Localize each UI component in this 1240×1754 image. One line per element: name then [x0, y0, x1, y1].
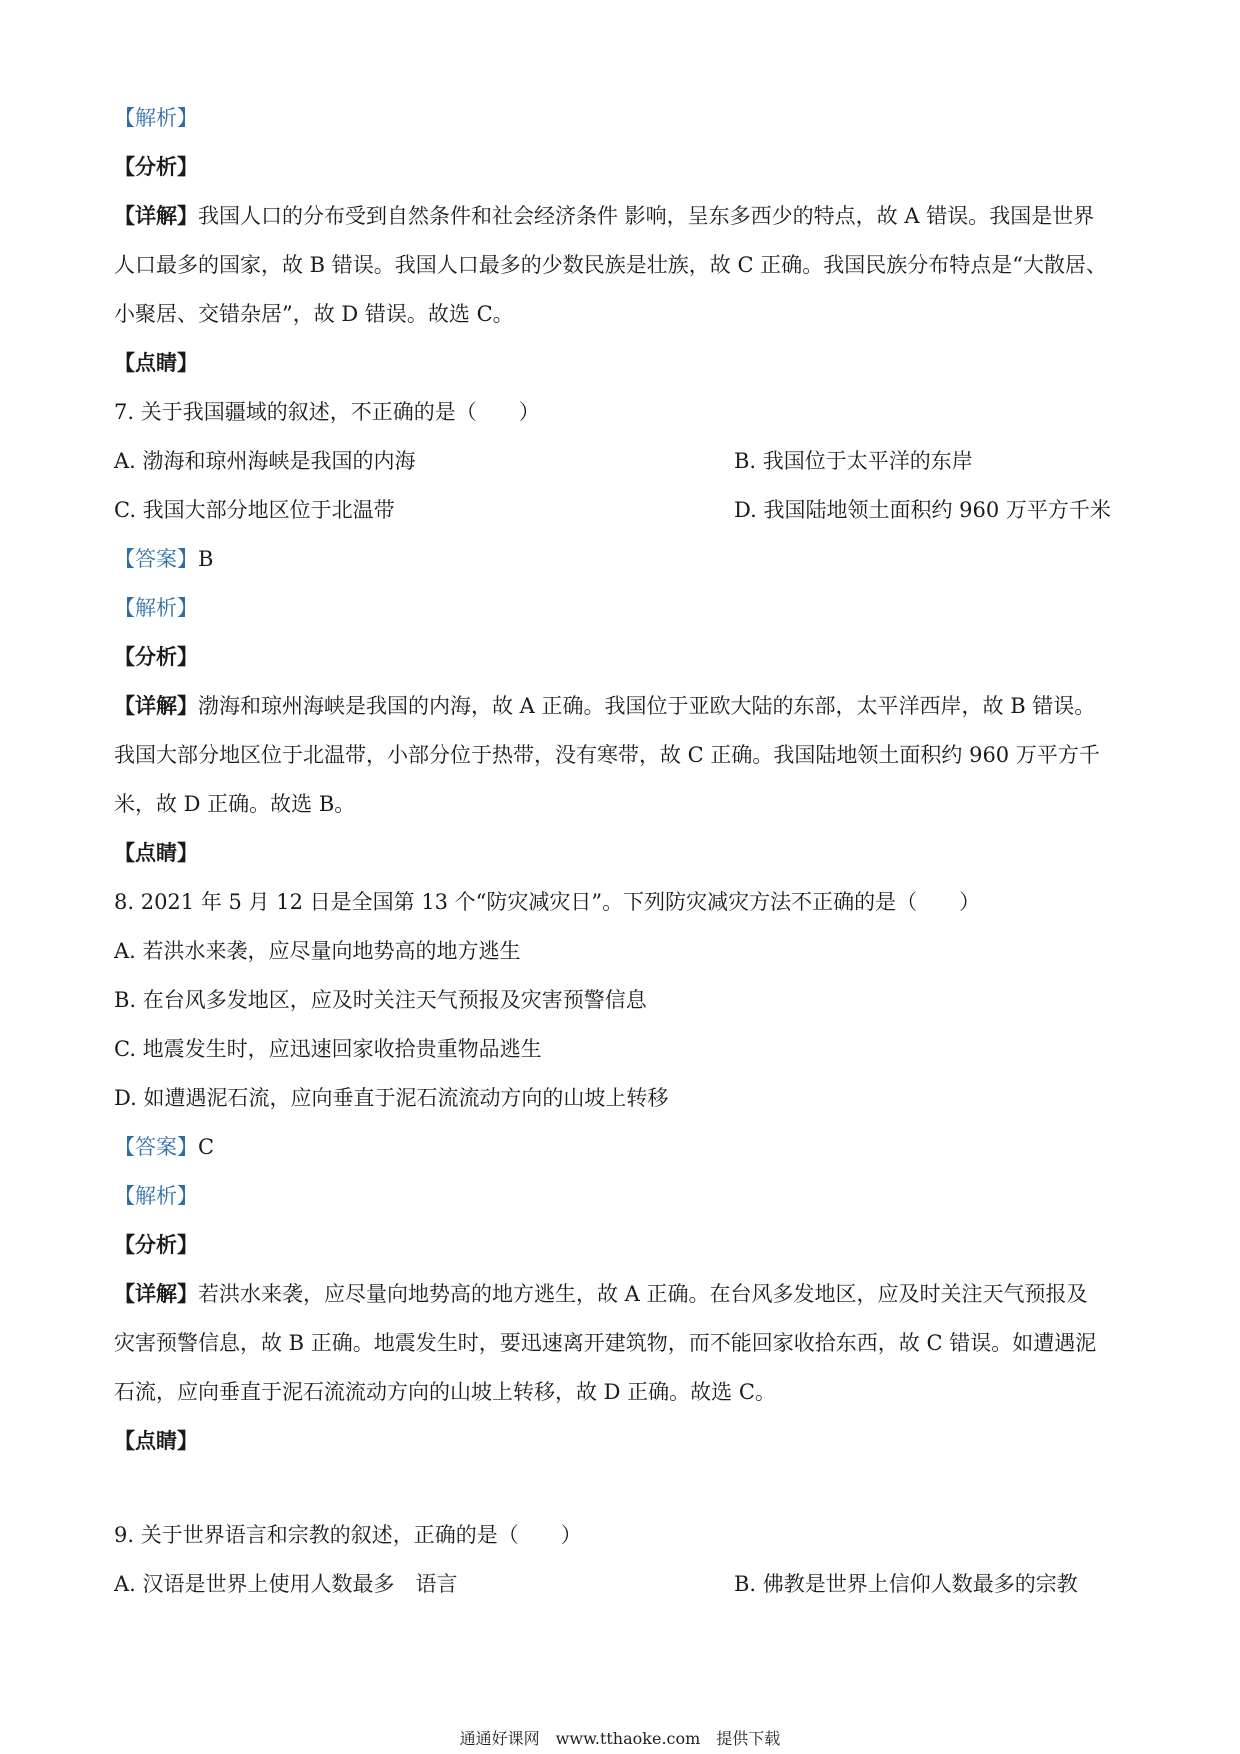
- detail-line: [114, 691, 1134, 721]
- question-9-options-row-1: [114, 1569, 1134, 1599]
- option-b: B. 佛教是世界上信仰人数最多的宗教: [734, 1572, 1078, 1596]
- option-d: D. 我国陆地领土面积约 960 万平方千米: [734, 498, 1111, 522]
- answer-value: B: [198, 547, 214, 571]
- detail-label: 【详解】: [114, 693, 198, 718]
- answer-value: C: [198, 1135, 215, 1159]
- detail-line: 灾害预警信息，故 B 正确。地震发生时，要迅速离开建筑物，而不能回家收拾东西，故 C 错误。如遭遇泥: [114, 1331, 1097, 1355]
- question-9-stem: 9. 关于世界语言和宗教的叙述，正确的是（ ）: [114, 1523, 582, 1547]
- detail-line: [114, 1279, 1134, 1309]
- detail-line: 米，故 D 正确。故选 B。: [114, 792, 356, 816]
- answer-line: [114, 544, 1134, 574]
- answer-label: 【答案】: [114, 1135, 198, 1159]
- option-a: A. 汉语是世界上使用人数最多 语言: [114, 1572, 458, 1596]
- analysis-heading: 【解析】: [114, 596, 198, 620]
- detail-text: 渤海和琼州海峡是我国的内海，故 A 正确。我国位于亚欧大陆的东部，太平洋西岸，故 B 错误。: [198, 694, 1096, 718]
- option-b: B. 我国位于太平洋的东岸: [734, 449, 973, 473]
- option-d: D. 如遭遇泥石流，应向垂直于泥石流流动方向的山坡上转移: [114, 1086, 669, 1110]
- detail-label: 【详解】: [114, 203, 198, 228]
- option-a: A. 渤海和琼州海峡是我国的内海: [114, 449, 416, 473]
- answer-line: [114, 1132, 1134, 1162]
- remark-heading: 【点睛】: [114, 840, 198, 865]
- detail-line: [114, 201, 1134, 231]
- option-c: C. 地震发生时，应迅速回家收拾贵重物品逃生: [114, 1037, 542, 1061]
- question-7-stem: 7. 关于我国疆域的叙述，不正确的是（ ）: [114, 400, 540, 424]
- question-7-options-row-1: [114, 446, 1134, 476]
- question-7-options-row-2: [114, 495, 1134, 525]
- detail-line: 我国大部分地区位于北温带，小部分位于热带，没有寒带，故 C 正确。我国陆地领土面积约 960 万平方千: [114, 743, 1100, 767]
- detail-line: 人口最多的国家，故 B 错误。我国人口最多的少数民族是壮族，故 C 正确。我国民族分布特点是“大散居、: [114, 253, 1107, 277]
- breakdown-heading: 【分析】: [114, 644, 198, 669]
- breakdown-heading: 【分析】: [114, 1232, 198, 1257]
- breakdown-heading: 【分析】: [114, 154, 198, 179]
- detail-text: 我国人口的分布受到自然条件和社会经济条件 影响，呈东多西少的特点，故 A 错误。我国是世界: [198, 204, 1095, 228]
- detail-label: 【详解】: [114, 1281, 198, 1306]
- analysis-heading: 【解析】: [114, 106, 198, 130]
- detail-text: 若洪水来袭，应尽量向地势高的地方逃生，故 A 正确。在台风多发地区，应及时关注天气预报及: [198, 1282, 1088, 1306]
- detail-line: 小聚居、交错杂居”，故 D 错误。故选 C。: [114, 302, 514, 326]
- analysis-heading: 【解析】: [114, 1184, 198, 1208]
- remark-heading: 【点睛】: [114, 1428, 198, 1453]
- option-c: C. 我国大部分地区位于北温带: [114, 498, 395, 522]
- question-8-stem: 8. 2021 年 5 月 12 日是全国第 13 个“防灾减灾日”。下列防灾减灾方法不正确的是（ ）: [114, 890, 981, 914]
- option-a: A. 若洪水来袭，应尽量向地势高的地方逃生: [114, 939, 521, 963]
- page-footer: 通通好课网 www.tthaoke.com 提供下载: [459, 1729, 781, 1748]
- answer-label: 【答案】: [114, 547, 198, 571]
- detail-line: 石流，应向垂直于泥石流流动方向的山坡上转移，故 D 正确。故选 C。: [114, 1380, 776, 1404]
- remark-heading: 【点睛】: [114, 350, 198, 375]
- option-b: B. 在台风多发地区，应及时关注天气预报及灾害预警信息: [114, 988, 647, 1012]
